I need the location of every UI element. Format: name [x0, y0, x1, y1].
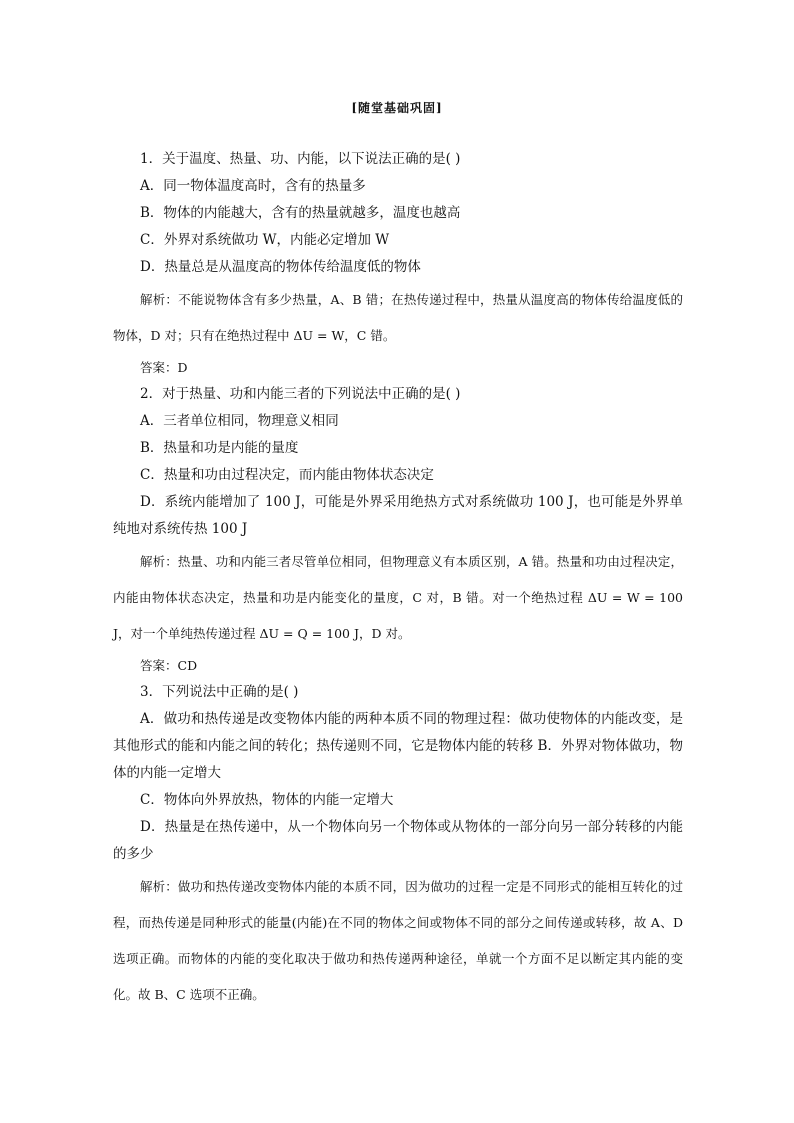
section-header: [随堂基础巩固]	[351, 101, 443, 115]
question-1-option-b: B．物体的内能越大，含有的热量就越多，温度也越高	[140, 205, 461, 221]
question-1-option-d: D．热量总是从温度高的物体传给温度低的物体	[140, 259, 421, 275]
question-1-answer: 答案：D	[140, 360, 188, 375]
question-2-option-a: A．三者单位相同，物理意义相同	[140, 413, 339, 429]
question-1-option-c: C．外界对系统做功 W，内能必定增加 W	[140, 232, 390, 248]
question-3-option-d: D．热量是在热传递中，从一个物体向另一个物体或从物体的一部分向另一部分转移的内能的多少	[113, 819, 683, 862]
exercise-content	[113, 146, 683, 1014]
question-3-stem: 3．下列说法中正确的是( )	[140, 684, 299, 700]
question-2-answer: 答案：CD	[140, 658, 198, 673]
question-3-option-a: A．做功和热传递是改变物体内能的两种本质不同的物理过程：做功使物体的内能改变，是其他形式的能和内能之间的转化；热传递则不同，它是物体内能的转移 B．外界对物体做功，物体的内能一定增大	[113, 711, 683, 781]
question-1-stem: 1．关于温度、热量、功、内能，以下说法正确的是( )	[140, 151, 461, 167]
question-2-solution: 解析：热量、功和内能三者尽管单位相同，但物理意义有本质区别，A 错。热量和功由过程决定，内能由物体状态决定，热量和功是内能变化的量度，C 对，B 错。对一个绝热过程 ΔU = W = 100 J，对一个单纯热传递过程 ΔU = Q = 100 J，D 对。	[113, 554, 683, 641]
question-2-option-b: B．热量和功是内能的量度	[140, 440, 299, 456]
question-2-option-c: C．热量和功由过程决定，而内能由物体状态决定	[140, 467, 434, 483]
question-2-stem: 2．对于热量、功和内能三者的下列说法中正确的是( )	[140, 386, 461, 402]
question-3-option-c: C．物体向外界放热，物体的内能一定增大	[140, 792, 394, 808]
question-1-solution: 解析：不能说物体含有多少热量，A、B 错；在热传递过程中，热量从温度高的物体传给温度低的物体，D 对；只有在绝热过程中 ΔU = W，C 错。	[113, 292, 683, 343]
question-1-option-a: A．同一物体温度高时，含有的热量多	[140, 178, 366, 194]
question-2-option-d: D．系统内能增加了 100 J，可能是外界采用绝热方式对系统做功 100 J，也可能是外界单纯地对系统传热 100 J	[113, 494, 683, 537]
question-3-solution: 解析：做功和热传递改变物体内能的本质不同，因为做功的过程一定是不同形式的能相互转化的过程，而热传递是同种形式的能量(内能)在不同的物体之间或物体不同的部分之间传递或转移，故 A、D 选项正确。而物体的内能的变化取决于做功和热传递两种途径，单就一个方面不足以断定其内能的变化。故 B、C 选项不正确。	[113, 879, 683, 1002]
